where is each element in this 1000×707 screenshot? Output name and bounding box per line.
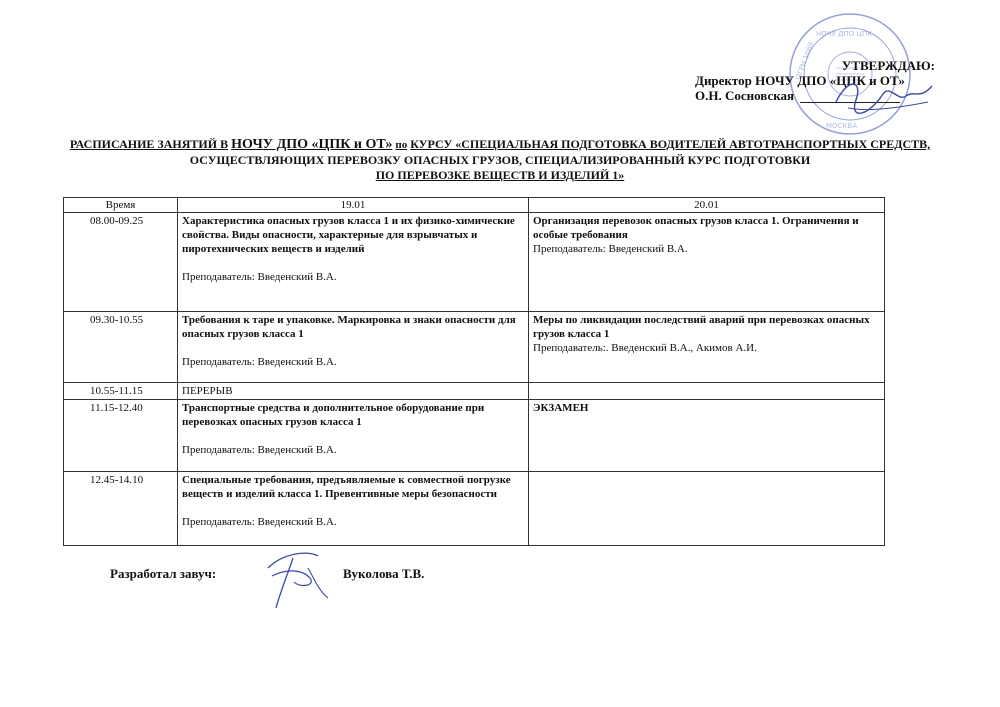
table-row bbox=[64, 400, 885, 472]
schedule-title bbox=[60, 137, 940, 183]
day2-cell bbox=[529, 312, 885, 383]
day2-cell bbox=[529, 472, 885, 546]
lesson-teacher: Преподаватель: Введенский В.А. bbox=[533, 243, 688, 255]
header-time: Время bbox=[64, 198, 178, 213]
svg-text:НОЧУ ДПО ЦПК: НОЧУ ДПО ЦПК bbox=[816, 30, 873, 38]
day1-cell bbox=[178, 312, 529, 383]
lesson-teacher: Преподаватель: Введенский В.А. bbox=[182, 516, 337, 528]
title-course-line1: КУРСУ «СПЕЦИАЛЬНАЯ ПОДГОТОВКА ВОДИТЕЛЕЙ АВТОТРАНСПОРТНЫХ СРЕДСТВ, bbox=[410, 137, 931, 151]
table-header-row bbox=[64, 198, 885, 213]
svg-text:ОГРН 1069: ОГРН 1069 bbox=[794, 41, 816, 81]
schedule-table bbox=[63, 197, 885, 546]
time-cell: 10.55-11.15 bbox=[64, 383, 178, 400]
table-row bbox=[64, 213, 885, 312]
title-mid: по bbox=[395, 139, 408, 151]
lesson-teacher: Преподаватель:. Введенский В.А., Акимов А.И. bbox=[533, 342, 757, 354]
time-cell: 09.30-10.55 bbox=[64, 312, 178, 383]
day1-cell bbox=[178, 472, 529, 546]
approval-signer-name: О.Н. Сосновская bbox=[695, 88, 795, 103]
time-cell: 08.00-09.25 bbox=[64, 213, 178, 312]
lesson-subject: Характеристика опасных грузов класса 1 и их физико-химические свойства. Виды опасности, характерные для взрывчатых и пиротехнических веществ и изделий bbox=[182, 215, 515, 255]
header-day2: 20.01 bbox=[529, 198, 885, 213]
lesson-teacher: Преподаватель: Введенский В.А. bbox=[182, 444, 337, 456]
day1-cell bbox=[178, 383, 529, 400]
day1-cell bbox=[178, 400, 529, 472]
author-signature bbox=[258, 548, 336, 610]
lesson-subject: Требования к таре и упаковке. Маркировка и знаки опасности для опасных грузов класса 1 bbox=[182, 314, 516, 340]
title-org: НОЧУ ДПО «ЦПК и ОТ» bbox=[231, 137, 393, 152]
title-line2: ОСУЩЕСТВЛЯЮЩИХ ПЕРЕВОЗКУ ОПАСНЫХ ГРУЗОВ, СПЕЦИАЛИЗИРОВАННЫЙ КУРС ПОДГОТОВКИ bbox=[189, 153, 811, 167]
break-label: ПЕРЕРЫВ bbox=[182, 385, 233, 397]
day2-cell bbox=[529, 400, 885, 472]
day2-cell bbox=[529, 383, 885, 400]
svg-text:МОСКВА: МОСКВА bbox=[826, 122, 857, 130]
lesson-teacher: Преподаватель: Введенский В.А. bbox=[182, 271, 337, 283]
day1-cell bbox=[178, 213, 529, 312]
author-name: Вуколова Т.В. bbox=[343, 566, 425, 581]
lesson-subject: Организация перевозок опасных грузов класса 1. Ограничения и особые требования bbox=[533, 215, 859, 241]
exam-label: ЭКЗАМЕН bbox=[533, 402, 589, 414]
author-label: Разработал завуч: bbox=[110, 566, 217, 581]
title-line3: ПО ПЕРЕВОЗКЕ ВЕЩЕСТВ И ИЗДЕЛИЙ 1» bbox=[375, 168, 625, 182]
approval-position: Директор НОЧУ ДПО «ЦПК и ОТ» bbox=[695, 73, 905, 88]
table-row bbox=[64, 312, 885, 383]
time-cell: 11.15-12.40 bbox=[64, 400, 178, 472]
title-prefix: РАСПИСАНИЕ ЗАНЯТИЙ В bbox=[69, 137, 229, 151]
day2-cell bbox=[529, 213, 885, 312]
lesson-subject: Меры по ликвидации последствий аварий при перевозках опасных грузов класса 1 bbox=[533, 314, 870, 340]
header-day1: 19.01 bbox=[178, 198, 529, 213]
time-cell: 12.45-14.10 bbox=[64, 472, 178, 546]
director-signature bbox=[828, 72, 938, 122]
lesson-teacher: Преподаватель: Введенский В.А. bbox=[182, 356, 337, 368]
approval-heading: УТВЕРЖДАЮ: bbox=[841, 58, 935, 73]
lesson-subject: Транспортные средства и дополнительное оборудование при перевозках опасных грузов класса 1 bbox=[182, 402, 485, 428]
table-row bbox=[64, 383, 885, 400]
table-row bbox=[64, 472, 885, 546]
lesson-subject: Специальные требования, предъявляемые к совместной погрузке веществ и изделий класса 1. Превентивные меры безопасности bbox=[182, 474, 511, 500]
footer-author bbox=[110, 566, 425, 582]
